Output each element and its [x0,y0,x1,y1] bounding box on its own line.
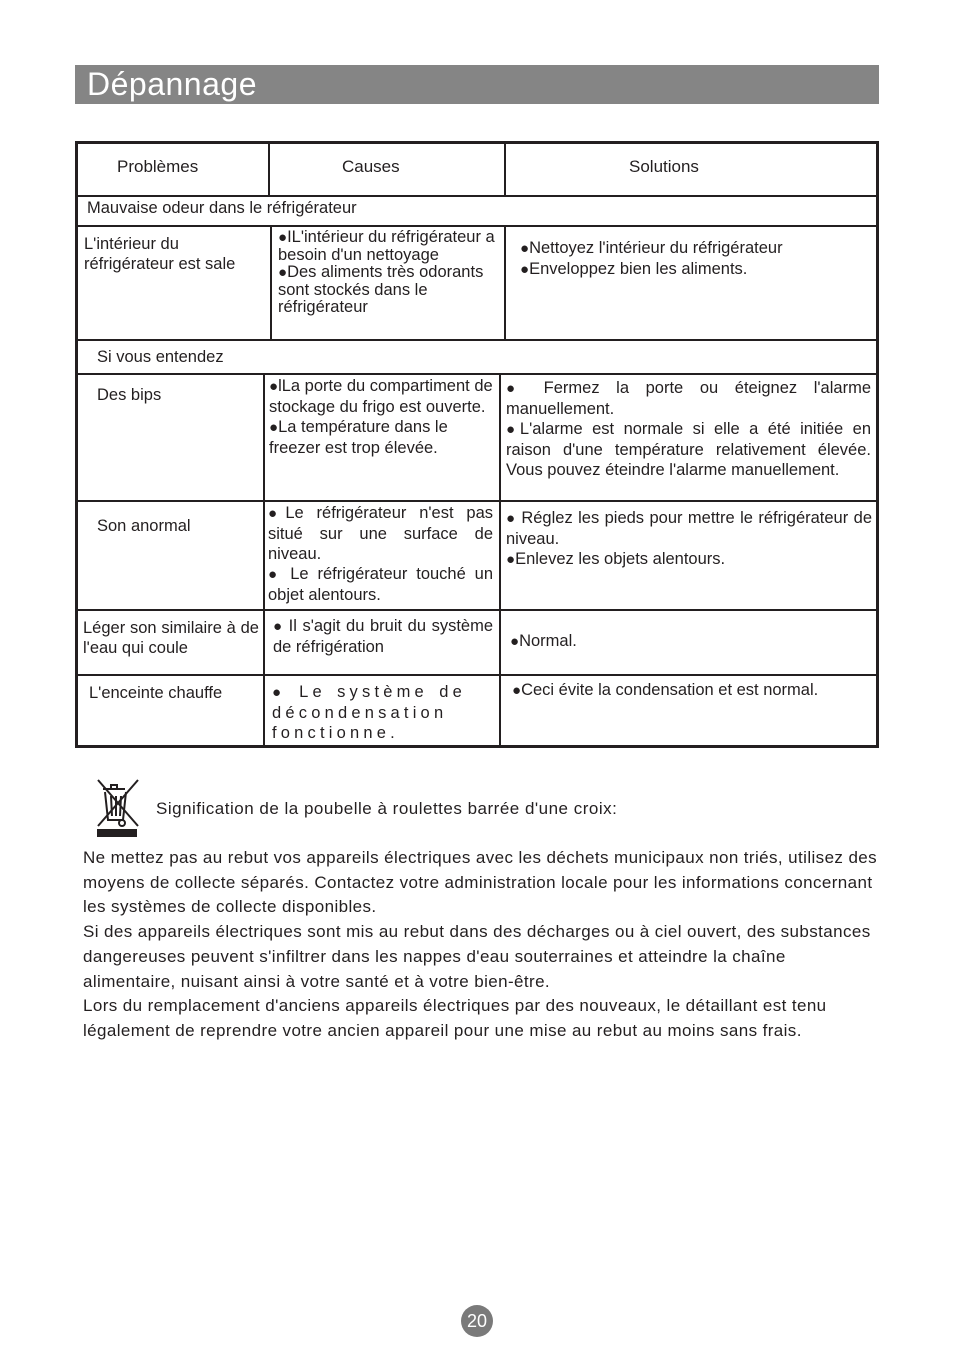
cause-text: lLa porte du compartiment de stockage du frigo est ouverte. [269,377,493,416]
solution-des-bips [506,378,871,480]
bullet-icon: ● [269,419,279,436]
table-rule [78,373,876,375]
bullet-icon: ● [506,510,516,527]
section-title-odeur: Mauvaise odeur dans le réfrigérateur [87,199,357,217]
title-bar [75,65,879,104]
solution-text: Réglez les pieds pour mettre le réfrigérateur de niveau. [506,509,873,548]
disposal-text [83,846,883,1044]
cause-text: Des aliments très odorants sont stockés dans le réfrigérateur [278,263,484,316]
bullet-icon: ● [278,264,288,281]
table-rule [504,225,506,339]
cause-text: La température dans le freezer est trop élevée. [269,418,448,457]
table-rule [78,674,876,676]
header-problemes: Problèmes [117,157,199,176]
cause-interieur-sale [278,229,496,317]
bullet-icon: ● [510,633,520,650]
table-rule [270,225,272,339]
cause-son-eau [273,616,493,657]
table-rule [78,225,876,227]
weee-caption: Signification de la poubelle à roulettes barrée d'une croix: [156,799,618,818]
table-rule [268,144,270,195]
bullet-icon: ● [273,618,284,635]
bullet-icon: ● [520,240,530,257]
problem-enceinte-chauffe: L'enceinte chauffe [89,684,223,702]
bullet-icon: ● [278,229,288,246]
cause-enceinte-chauffe [272,682,466,743]
paragraph: Ne mettez pas au rebut vos appareils électriques avec les déchets municipaux non triés, utilisez des moyens de collecte séparés. Contactez votre administration locale pour les informations concernant les systèmes de collecte disponibles. [83,848,878,917]
solution-text: Enveloppez bien les aliments. [529,260,748,278]
header-causes: Causes [342,157,400,176]
problem-son-anormal: Son anormal [97,517,191,535]
paragraph: Si des appareils électriques sont mis au rebut dans des décharges ou à ciel ouvert, des substances dangereuses peuvent s'infiltrer dans les nappes d'eau souterraines et atteindre la chaîne alimentaire, nuisant ainsi à votre santé et à votre bien-être. [83,922,871,991]
bullet-icon: ● [520,261,530,278]
table-rule [504,144,506,195]
cause-text: IL'intérieur du réfrigérateur a besoin d'un nettoyage [278,228,495,264]
bullet-icon: ● [272,684,288,701]
crossed-out-wheeled-bin-icon [94,776,142,840]
page-title: Dépannage [87,66,257,102]
solution-text: Enlevez les objets alentours. [515,550,726,568]
cause-text: Il s'agit du bruit du système de réfrigération [273,617,493,656]
cause-des-bips [269,376,495,458]
solution-text: Fermez la porte ou éteignez l'alarme manuellement. [506,379,871,418]
cause-text: Le réfrigérateur touché un objet alentours. [268,565,494,604]
solution-interieur-sale [520,238,870,280]
solution-text: Nettoyez l'intérieur du réfrigérateur [529,239,783,257]
bullet-icon: ● [268,566,282,583]
table-rule [78,500,876,502]
cause-son-anormal [268,503,493,605]
table-rule [499,373,501,745]
solution-son-anormal [506,508,872,570]
table-rule [78,195,876,197]
bullet-icon: ● [268,505,286,522]
table-rule [263,373,265,745]
solution-text: Normal. [519,632,577,650]
bullet-icon: ● [506,380,528,397]
bullet-icon: ● [506,551,516,568]
table-rule [78,339,876,341]
page-number: 20 [461,1305,493,1337]
problem-des-bips: Des bips [97,386,162,404]
problem-interieur-sale: L'intérieur du réfrigérateur est sale [84,235,236,273]
paragraph: Lors du remplacement d'anciens appareils électriques par des nouveaux, le détaillant est tenu légalement de reprendre votre ancien appareil pour une mise au rebut au moins sans frais. [83,996,827,1040]
solution-son-eau [510,631,870,652]
cause-text: Le système de décondensation fonctionne. [272,683,466,742]
solution-text: Ceci évite la condensation et est normal. [521,681,819,699]
section-title-entendez: Si vous entendez [97,348,224,366]
solution-enceinte-chauffe [512,680,874,701]
bullet-icon: ● [512,682,522,699]
solution-text: L'alarme est normale si elle a été initiée en raison d'une température relativement élevée. Vous pouvez éteindre l'alarme manuellement. [506,420,871,479]
bullet-icon: ● [506,421,520,438]
problem-son-eau: Léger son similaire à de l'eau qui coule [83,619,259,657]
table-rule [78,609,876,611]
header-solutions: Solutions [629,157,699,176]
bullet-icon: ● [269,378,279,395]
cause-text: Le réfrigérateur n'est pas situé sur une surface de niveau. [268,504,494,563]
